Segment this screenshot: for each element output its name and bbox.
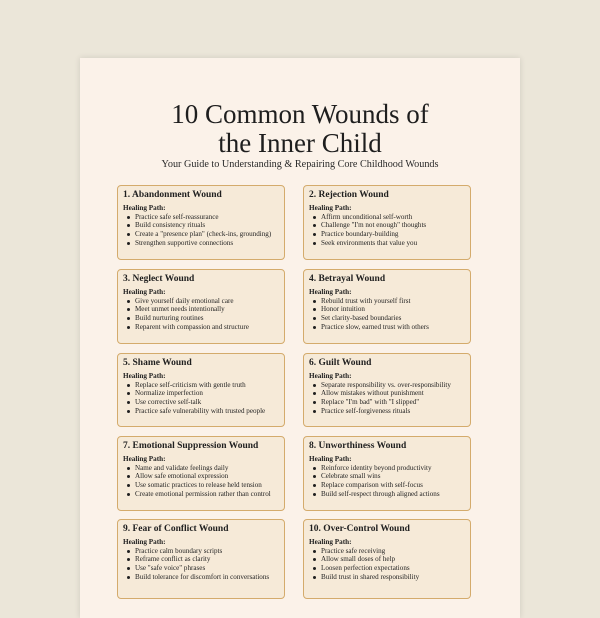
healing-path-item: Separate responsibility vs. over-responsibility bbox=[321, 381, 465, 390]
healing-path-label: Healing Path: bbox=[309, 455, 352, 463]
wound-card-title: 7. Emotional Suppression Wound bbox=[123, 441, 259, 451]
wound-card-title: 4. Betrayal Wound bbox=[309, 274, 386, 284]
healing-path-list bbox=[309, 547, 465, 583]
healing-path-label: Healing Path: bbox=[123, 204, 166, 212]
healing-path-item: Practice safe self-reassurance bbox=[135, 213, 279, 222]
healing-path-list bbox=[123, 213, 279, 249]
healing-path-item: Use corrective self-talk bbox=[135, 398, 279, 407]
wound-card-title: 3. Neglect Wound bbox=[123, 274, 195, 284]
healing-path-item: Replace self-criticism with gentle truth bbox=[135, 381, 279, 390]
healing-path-item: Build tolerance for discomfort in conversations bbox=[135, 573, 279, 582]
healing-path-item: Practice self-forgiveness rituals bbox=[321, 407, 465, 416]
healing-path-list bbox=[309, 213, 465, 249]
healing-path-item: Celebrate small wins bbox=[321, 472, 465, 481]
healing-path-item: Reparent with compassion and structure bbox=[135, 323, 279, 332]
healing-path-item: Replace "I'm bad" with "I slipped" bbox=[321, 398, 465, 407]
wound-card bbox=[303, 269, 471, 344]
page-title-line-2: the Inner Child bbox=[218, 128, 382, 158]
healing-path-item: Build trust in shared responsibility bbox=[321, 573, 465, 582]
healing-path-label: Healing Path: bbox=[309, 372, 352, 380]
healing-path-list bbox=[123, 381, 279, 417]
healing-path-list bbox=[123, 464, 279, 500]
healing-path-item: Use "safe voice" phrases bbox=[135, 564, 279, 573]
healing-path-label: Healing Path: bbox=[123, 372, 166, 380]
healing-path-item: Allow safe emotional expression bbox=[135, 472, 279, 481]
healing-path-item: Affirm unconditional self-worth bbox=[321, 213, 465, 222]
healing-path-item: Create a "presence plan" (check-ins, grounding) bbox=[135, 230, 279, 239]
healing-path-item: Practice calm boundary scripts bbox=[135, 547, 279, 556]
poster-sheet bbox=[80, 58, 520, 618]
healing-path-label: Healing Path: bbox=[309, 288, 352, 296]
healing-path-list bbox=[123, 297, 279, 333]
wound-card-title: 8. Unworthiness Wound bbox=[309, 441, 407, 451]
wound-card-title: 9. Fear of Conflict Wound bbox=[123, 524, 229, 534]
wound-card-title: 5. Shame Wound bbox=[123, 358, 192, 368]
healing-path-item: Create emotional permission rather than control bbox=[135, 490, 279, 499]
wound-card bbox=[117, 353, 285, 427]
healing-path-item: Practice slow, earned trust with others bbox=[321, 323, 465, 332]
healing-path-list bbox=[309, 297, 465, 333]
healing-path-item: Name and validate feelings daily bbox=[135, 464, 279, 473]
healing-path-item: Give yourself daily emotional care bbox=[135, 297, 279, 306]
wound-card bbox=[303, 353, 471, 427]
healing-path-item: Normalize imperfection bbox=[135, 389, 279, 398]
wound-card-title: 1. Abandonment Wound bbox=[123, 190, 222, 200]
healing-path-item: Meet unmet needs intentionally bbox=[135, 305, 279, 314]
healing-path-list bbox=[123, 547, 279, 583]
healing-path-label: Healing Path: bbox=[123, 288, 166, 296]
healing-path-label: Healing Path: bbox=[309, 538, 352, 546]
healing-path-item: Allow mistakes without punishment bbox=[321, 389, 465, 398]
healing-path-item: Use somatic practices to release held tension bbox=[135, 481, 279, 490]
healing-path-label: Healing Path: bbox=[123, 538, 166, 546]
wound-card bbox=[117, 519, 285, 599]
wound-card bbox=[117, 269, 285, 344]
healing-path-item: Rebuild trust with yourself first bbox=[321, 297, 465, 306]
healing-path-item: Loosen perfection expectations bbox=[321, 564, 465, 573]
healing-path-item: Replace comparison with self-focus bbox=[321, 481, 465, 490]
wound-card bbox=[303, 436, 471, 511]
healing-path-item: Build consistency rituals bbox=[135, 221, 279, 230]
healing-path-list bbox=[309, 464, 465, 500]
healing-path-list bbox=[309, 381, 465, 417]
page-title-line-1: 10 Common Wounds of bbox=[171, 99, 429, 129]
healing-path-item: Build self-respect through aligned actions bbox=[321, 490, 465, 499]
wound-card bbox=[117, 185, 285, 260]
wound-card-title: 10. Over-Control Wound bbox=[309, 524, 410, 534]
healing-path-item: Reframe conflict as clarity bbox=[135, 555, 279, 564]
page-subtitle: Your Guide to Understanding & Repairing Core Childhood Wounds bbox=[161, 159, 439, 170]
healing-path-item: Practice safe receiving bbox=[321, 547, 465, 556]
healing-path-item: Challenge "I'm not enough" thoughts bbox=[321, 221, 465, 230]
healing-path-item: Practice safe vulnerability with trusted people bbox=[135, 407, 279, 416]
healing-path-item: Set clarity-based boundaries bbox=[321, 314, 465, 323]
wound-card bbox=[117, 436, 285, 511]
wound-card-title: 6. Guilt Wound bbox=[309, 358, 372, 368]
wound-card bbox=[303, 185, 471, 260]
healing-path-item: Reinforce identity beyond productivity bbox=[321, 464, 465, 473]
healing-path-item: Strengthen supportive connections bbox=[135, 239, 279, 248]
healing-path-item: Practice boundary-building bbox=[321, 230, 465, 239]
healing-path-item: Honor intuition bbox=[321, 305, 465, 314]
wound-card bbox=[303, 519, 471, 599]
healing-path-label: Healing Path: bbox=[123, 455, 166, 463]
healing-path-label: Healing Path: bbox=[309, 204, 352, 212]
wound-card-title: 2. Rejection Wound bbox=[309, 190, 389, 200]
healing-path-item: Seek environments that value you bbox=[321, 239, 465, 248]
healing-path-item: Build nurturing routines bbox=[135, 314, 279, 323]
healing-path-item: Allow small doses of help bbox=[321, 555, 465, 564]
